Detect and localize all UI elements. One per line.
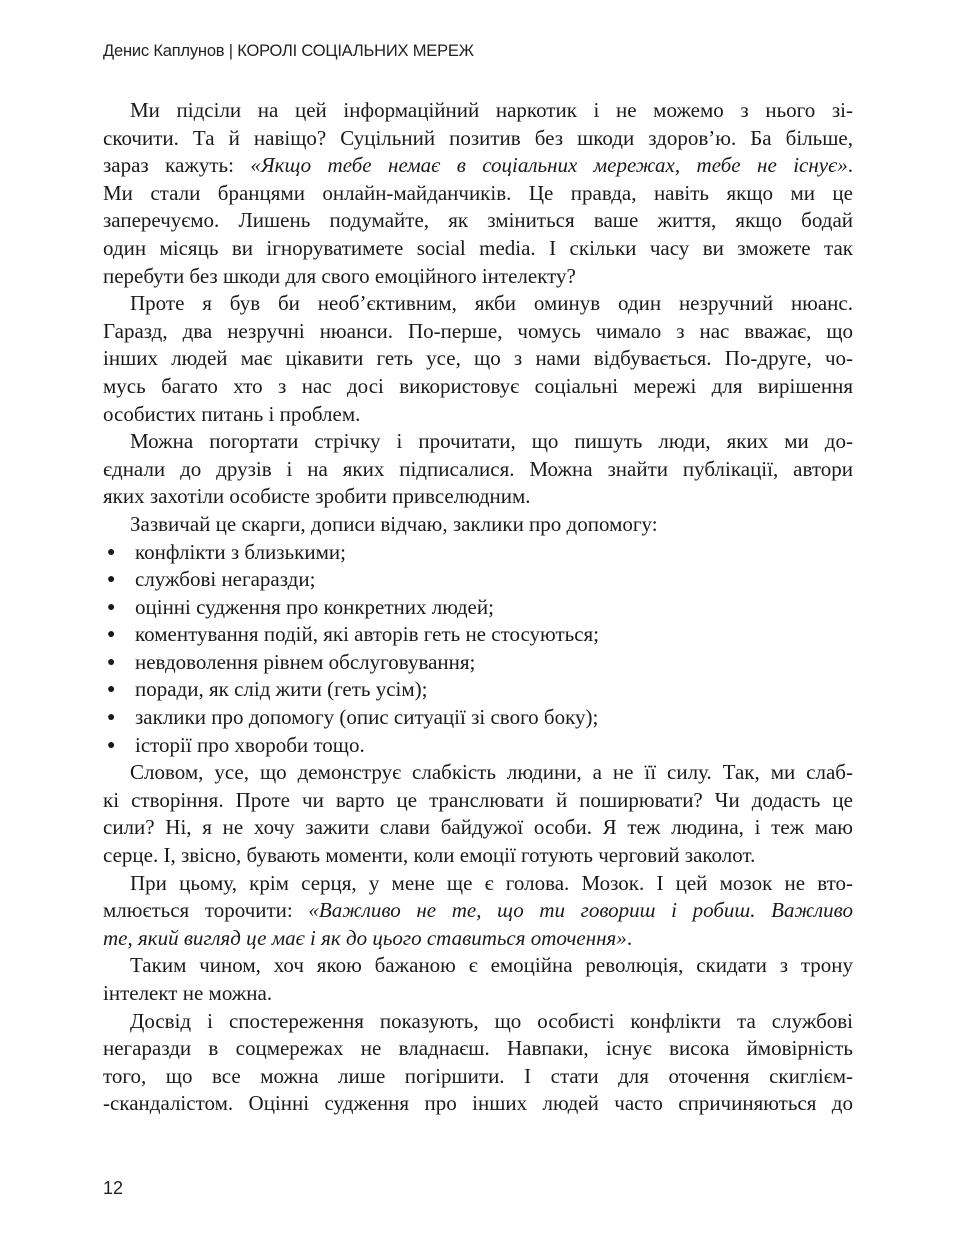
list-item-text: заклики про допомогу (опис ситуації зі свого боку); xyxy=(135,705,599,730)
list-item-text: конфлікти з близькими; xyxy=(135,539,346,564)
line: заперечуємо. Лишень подумайте, як зміниться ваше життя, якщо бодай xyxy=(103,208,853,233)
list-item xyxy=(103,621,853,649)
text: . xyxy=(626,925,633,950)
bullet-icon: ● xyxy=(107,682,116,698)
list-item xyxy=(103,539,853,567)
list-item xyxy=(103,704,853,732)
list-item xyxy=(103,594,853,622)
line xyxy=(103,152,853,180)
list-item xyxy=(103,566,853,594)
list-item-text: коментування подій, які авторів геть не стосуються; xyxy=(135,622,600,647)
line xyxy=(103,925,853,953)
list-item-text: історії про хвороби тощо. xyxy=(135,732,365,757)
line: єднали до друзів і на яких підписалися. Можна знайти публікації, автори xyxy=(103,456,853,481)
list-item-text: поради, як слід жити (геть усім); xyxy=(135,677,428,702)
list-item-text: невдоволення рівнем обслуговування; xyxy=(135,649,476,674)
quote: «Важливо не те, що ти говориш і робиш. Важливо xyxy=(308,898,853,923)
line: особистих питань і проблем. xyxy=(103,401,361,426)
list-item xyxy=(103,732,853,760)
line: один місяць ви ігноруватимете social media. І скільки часу ви зможете так xyxy=(103,235,853,260)
list-item-text: оцінні судження про конкретних людей; xyxy=(135,594,494,619)
bullet-icon: ● xyxy=(107,737,116,753)
quote: «Якщо тебе немає в соціальних мережах, тебе не існує» xyxy=(250,153,848,178)
bullet-icon: ● xyxy=(107,544,116,560)
line: інших людей має цікавити геть усе, що з нами відбувається. По-друге, чо- xyxy=(103,346,853,371)
line: Можна погортати стрічку і прочитати, що пишуть люди, яких ми до- xyxy=(130,429,853,454)
line: Ми підсіли на цей інформаційний наркотик і не можемо з нього зі- xyxy=(130,98,853,122)
list-item xyxy=(103,676,853,704)
line: Ми стали бранцями онлайн-майданчиків. Це правда, навіть якщо ми це xyxy=(103,180,853,205)
running-header: Денис Каплунов | КОРОЛІ СОЦІАЛЬНИХ МЕРЕЖ xyxy=(103,42,474,60)
bullet-icon: ● xyxy=(107,572,116,588)
text: зараз кажуть: xyxy=(103,153,251,178)
quote: те, який вигляд це має і як до цього ставиться оточення» xyxy=(103,925,627,950)
line: яких захотіли особисте зробити привселюдним. xyxy=(103,484,531,509)
line: -скандалістом. Оцінні судження про інших людей часто спричиняються до xyxy=(103,1091,853,1116)
line: Досвід і спостереження показують, що особисті конфлікти та службові xyxy=(130,1008,853,1033)
line: Проте я був би необ’єктивним, якби оминув один незручний нюанс. xyxy=(130,291,853,316)
line: серце. І, звісно, бувають моменти, коли емоції готують черговий заколот. xyxy=(103,843,756,868)
bullet-icon: ● xyxy=(107,627,116,643)
line: перебути без шкоди для свого емоційного інтелекту? xyxy=(103,263,576,288)
bullet-icon: ● xyxy=(107,654,116,670)
line: Гаразд, два незручні нюанси. По-перше, чомусь чимало з нас вважає, що xyxy=(103,318,853,343)
list-item xyxy=(103,649,853,677)
line xyxy=(103,897,853,925)
line: мусь багато хто з нас досі використовує соціальні мережі для вирішення xyxy=(103,373,853,398)
line: Зазвичай це скарги, дописи відчаю, заклики про допомогу: xyxy=(130,511,658,536)
line: При цьому, крім серця, у мене ще є голова. Мозок. І цей мозок не вто- xyxy=(130,870,853,895)
page-body xyxy=(103,97,853,1118)
page-number: 12 xyxy=(103,1178,124,1198)
bullet-icon: ● xyxy=(107,599,116,615)
text: . xyxy=(847,153,853,178)
line: Таким чином, хоч якою бажаною є емоційна революція, скидати з трону xyxy=(130,953,853,978)
list-item-text: службові негаразди; xyxy=(135,567,316,592)
line: скочити. Та й навіщо? Суцільний позитив без шкоди здоров’ю. Ба більше, xyxy=(103,125,853,150)
line: кі створіння. Проте чи варто це транслювати й поширювати? Чи додасть це xyxy=(103,787,853,812)
line: негаразди в соцмережах не владнаєш. Навпаки, існує висока ймовірність xyxy=(103,1036,853,1061)
bullet-icon: ● xyxy=(107,710,116,726)
text: млюється торочити: xyxy=(103,898,309,923)
line: інтелект не можна. xyxy=(103,981,273,1005)
line: Словом, усе, що демонструє слабкість людини, а не її силу. Так, ми слаб- xyxy=(130,760,853,785)
line: сили? Ні, я не хочу зажити слави байдужої особи. Я теж людина, і теж маю xyxy=(103,815,853,840)
line: того, що все можна лише погіршити. І стати для оточення скиглієм- xyxy=(103,1063,853,1088)
